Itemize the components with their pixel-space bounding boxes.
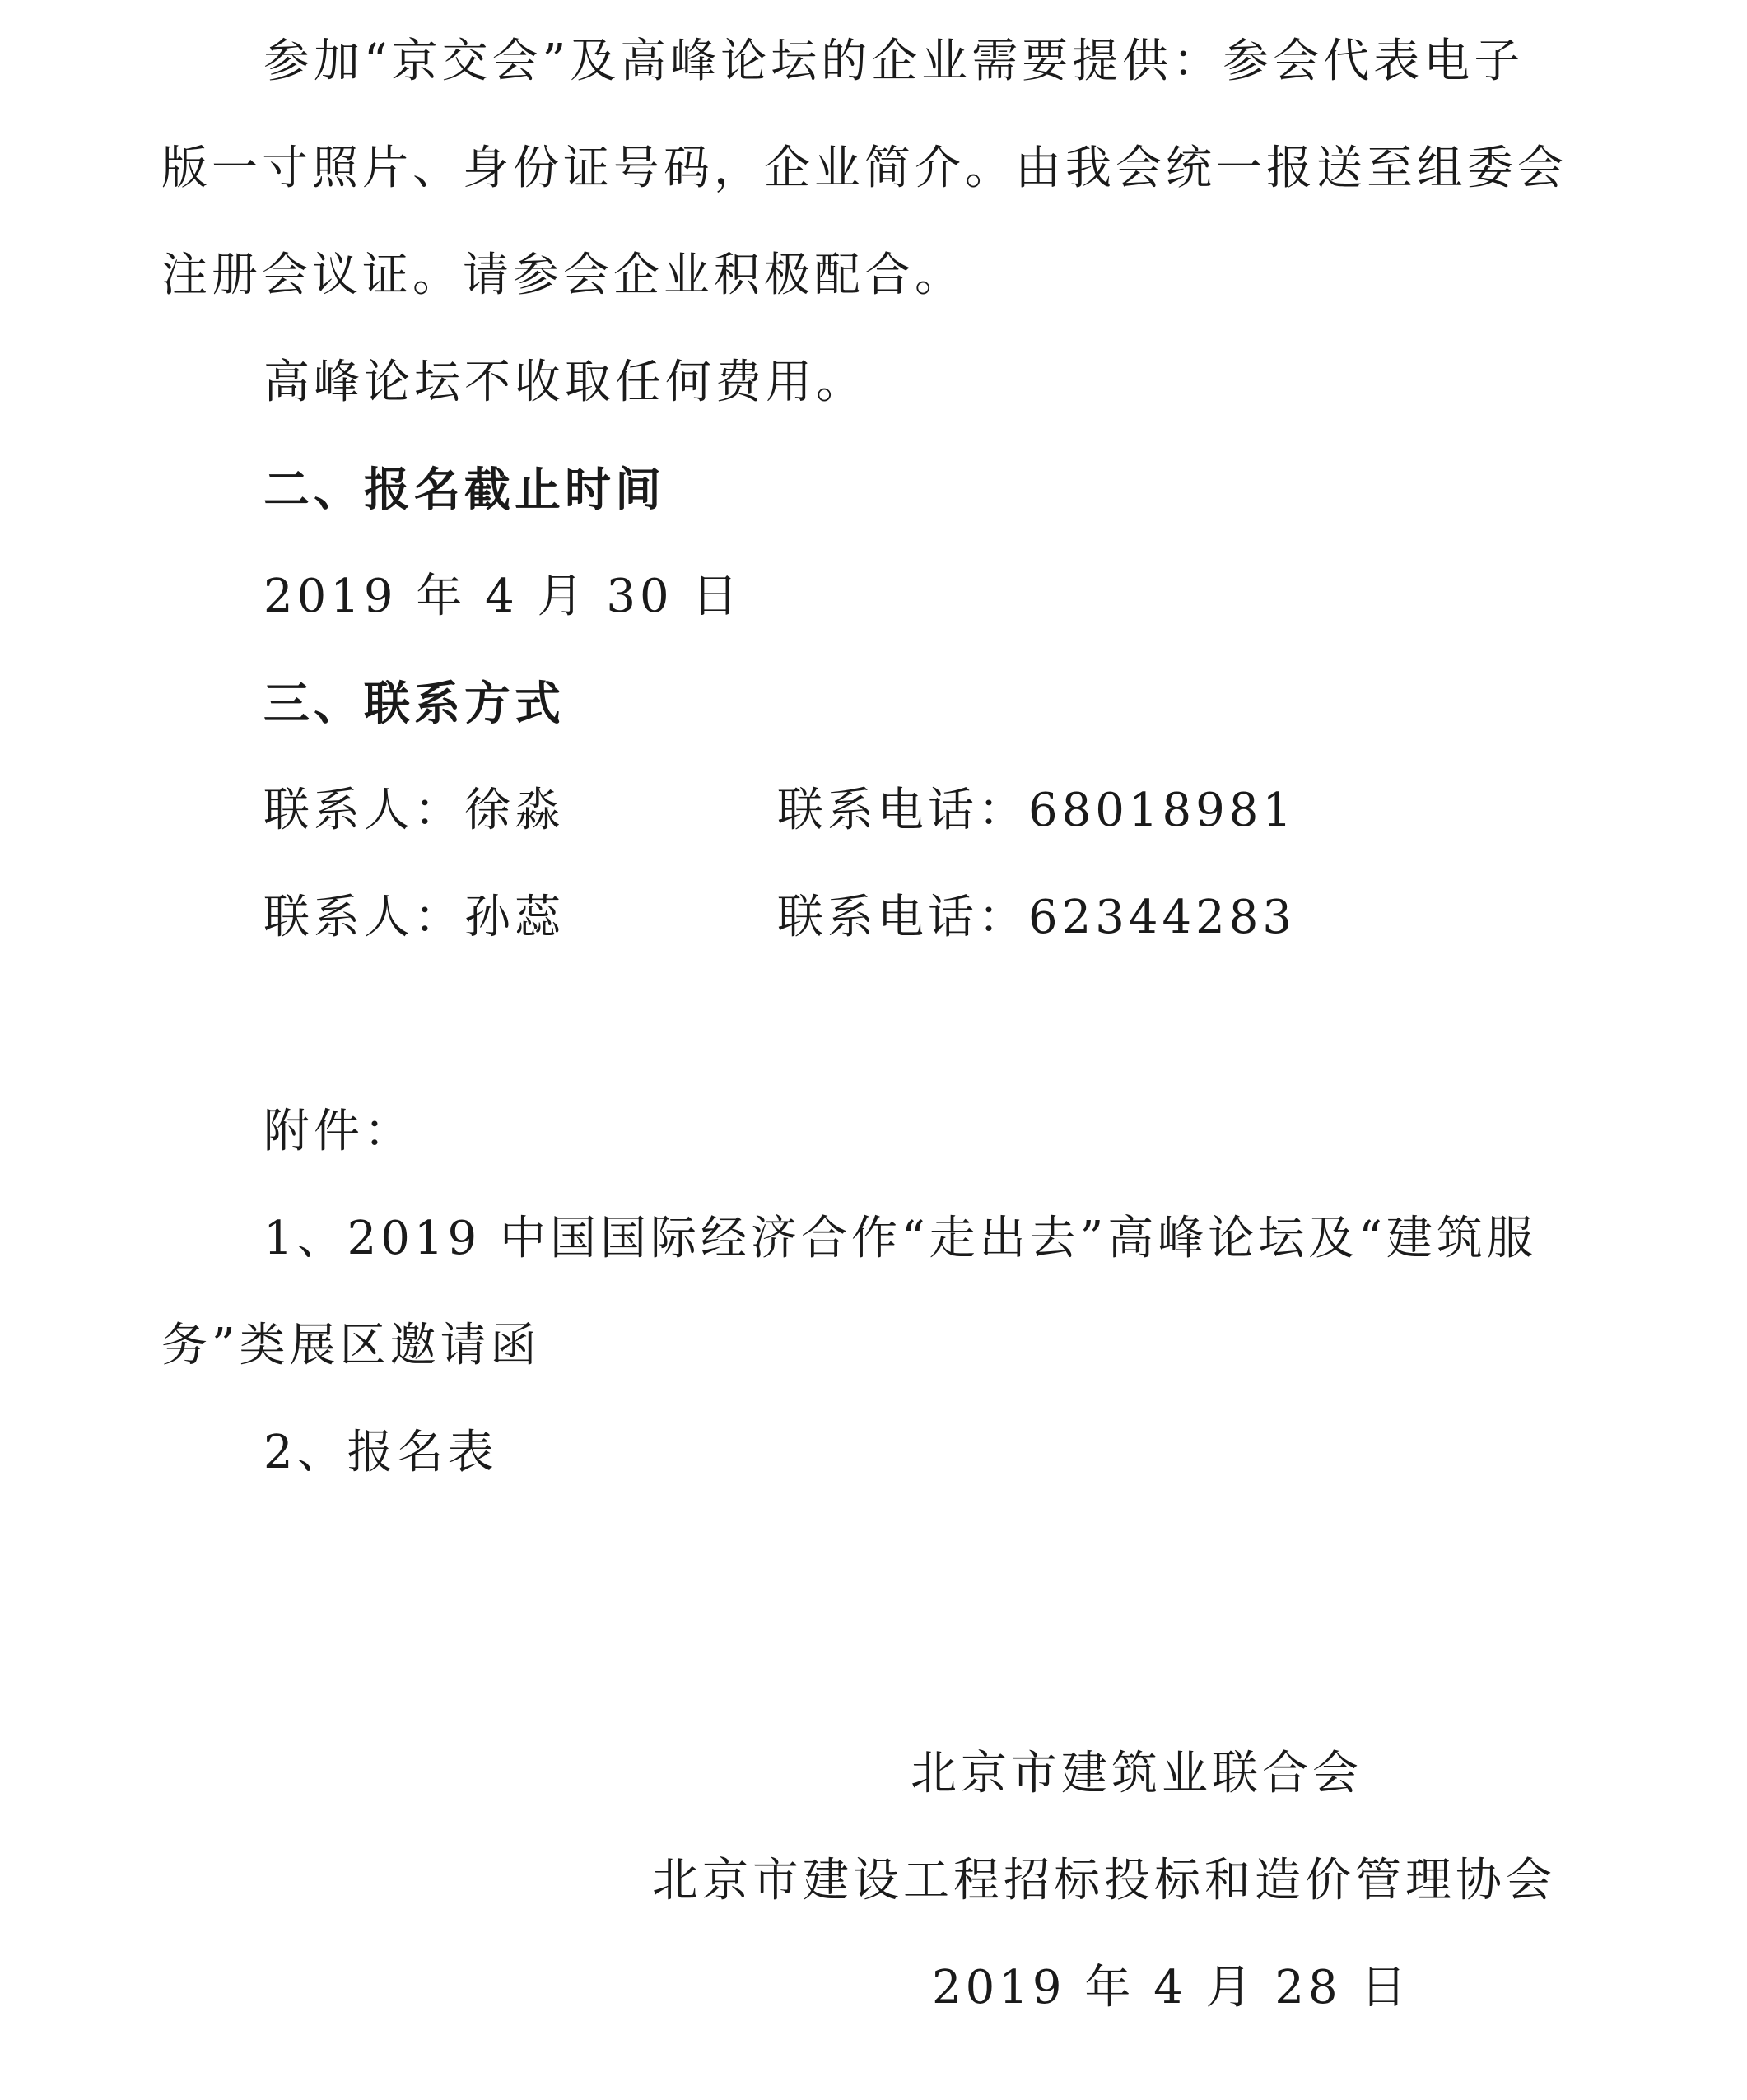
contact-phone-1: 联系电话：68018981 <box>777 784 1297 837</box>
paragraph-line-2: 版一寸照片、身份证号码，企业简介。由我会统一报送至组委会 <box>161 142 1568 195</box>
attachment-item-1-line-1: 1、2019 中国国际经济合作“走出去”高峰论坛及“建筑服 <box>263 1212 1537 1265</box>
contact-person-1: 联系人：徐淼 <box>263 784 565 837</box>
paragraph-line-3: 注册会议证。请参会企业积极配合。 <box>161 249 965 302</box>
section-3-heading: 三、联系方式 <box>263 677 565 731</box>
paragraph-line-1: 参加“京交会”及高峰论坛的企业需要提供：参会代表电子 <box>263 35 1525 88</box>
contact-phone-2: 联系电话：62344283 <box>777 891 1297 944</box>
deadline-date: 2019 年 4 月 30 日 <box>263 570 743 623</box>
signature-org-1: 北京市建筑业联合会 <box>911 1747 1363 1800</box>
signature-org-2: 北京市建设工程招标投标和造价管理协会 <box>652 1854 1556 1907</box>
signature-date: 2019 年 4 月 28 日 <box>932 1961 1411 2014</box>
attachment-item-2: 2、报名表 <box>263 1426 498 1479</box>
attachments-label: 附件： <box>263 1105 414 1158</box>
section-2-heading: 二、报名截止时间 <box>263 463 665 517</box>
fee-note: 高峰论坛不收取任何费用。 <box>263 356 866 409</box>
contact-person-2: 联系人：孙蕊 <box>263 891 565 944</box>
attachment-item-1-line-2: 务”类展区邀请函 <box>161 1319 541 1372</box>
